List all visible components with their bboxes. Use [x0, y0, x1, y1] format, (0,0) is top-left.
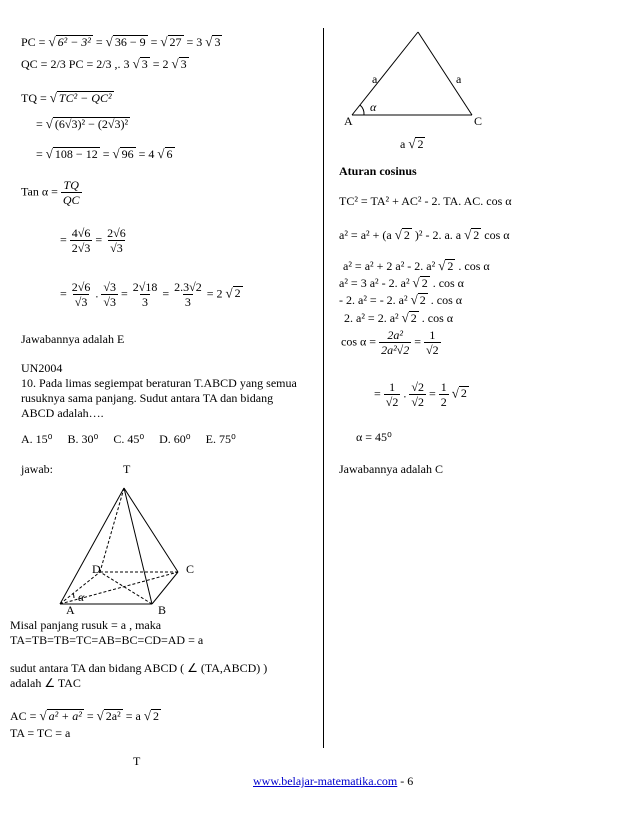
tq3-eq: = [36, 147, 43, 161]
ac-eq: = [86, 709, 94, 723]
f2-d4: 3 [184, 295, 191, 309]
tq-line: TQ = √ TC² − QC² [21, 90, 112, 105]
f2-d2: √3 [103, 295, 116, 309]
cos-line7 [341, 328, 441, 357]
tq2-eq: = [36, 117, 43, 131]
cos7-frac2 [424, 328, 441, 357]
tq3-tail: = 4 [138, 147, 155, 161]
cos7-den2: √2 [426, 343, 439, 357]
f2-n3: 2√18 [132, 280, 158, 294]
cos8-rad: 2 [460, 386, 467, 401]
cos8-d3: 2 [440, 395, 447, 409]
triangle-side-left [352, 32, 418, 115]
pc-rad1: 6² − 3² [57, 35, 91, 49]
cos5-b: . cos α [430, 293, 463, 307]
triangle-label-a-right: a [456, 72, 462, 86]
qc-eq: = 2 [152, 57, 169, 71]
alpha-result: α = 45⁰ [356, 430, 392, 444]
f2-n2: √3 [103, 280, 116, 294]
cos4-a: a² = 3 a² - 2. a² [339, 276, 410, 290]
pyramid-label-a: A [66, 603, 75, 617]
pc-label: PC = [21, 35, 46, 49]
cos4-rad: 2 [421, 276, 428, 290]
cos-line4: a² = 3 a² - 2. a² √ 2 . cos α [339, 275, 464, 290]
cos5-a: - 2. a² = - 2. a² [339, 293, 408, 307]
tq3-rad1: 108 − 12 [54, 147, 98, 161]
cos2-rad2: 2 [473, 228, 480, 242]
tan-num: TQ [63, 178, 79, 192]
f1-den2: √3 [110, 241, 123, 255]
option-c: C. 45⁰ [113, 432, 145, 446]
cos6-b: . cos α [421, 311, 454, 325]
footer-website-link[interactable]: www.belajar-matematika.com [253, 774, 398, 788]
question10-line3: ABCD adalah…. [21, 406, 104, 420]
cos7-label: cos α = [341, 334, 377, 349]
cos8-eq: = [374, 386, 381, 401]
cos8-eq2: = [428, 386, 436, 401]
tan-label: Tan α = [21, 184, 58, 199]
cos8-dot: . [403, 386, 407, 401]
aturan-cosinus-heading: Aturan cosinus [339, 164, 417, 178]
pc-eq2: = [150, 35, 158, 49]
triangle-base-a: a [400, 137, 406, 151]
ac-rad1: a² + a² [48, 709, 82, 723]
f2-eq2: = [120, 286, 128, 301]
qc-rad2: 3 [180, 57, 187, 71]
f1-eq2: = [95, 232, 103, 247]
jawab-label: jawab: [21, 462, 53, 476]
answer-c: Jawabannya adalah C [339, 462, 443, 476]
question10-line1: 10. Pada limas segiempat beraturan T.ABCD yang semua [21, 376, 297, 390]
triangle-angle-arc [360, 105, 364, 115]
option-a: A. 15⁰ [21, 432, 53, 446]
pyramid-label-c: C [186, 562, 195, 576]
tq3-rad3: 6 [166, 147, 173, 161]
cos8-frac2 [409, 380, 426, 409]
cos-line8: = $\frac{1}{√2}$ . $\frac{√2}{√2}$ = $\frac{1}{2}$ √ 2 [374, 380, 467, 409]
answer-e: Jawabannya adalah E [21, 332, 125, 346]
triangle-label-A: A [344, 114, 353, 128]
cos-line2: a² = a² + (a √ 2 )² - 2. a. a √ 2 cos α [339, 227, 510, 242]
sudut-line1: sudut antara TA dan bidang ABCD ( ∠ (TA,ABCD) ) [10, 661, 268, 675]
bottom-label-t: T [133, 754, 141, 768]
f2-rad: 2 [234, 286, 241, 301]
pc-rad3: 27 [169, 35, 182, 49]
pc-eq3: = 3 [186, 35, 203, 49]
pc-rad4: 3 [214, 35, 221, 49]
un2004-label: UN2004 [21, 361, 63, 375]
f1-num2: 2√6 [107, 226, 126, 240]
pyramid-label-b: B [158, 603, 167, 617]
triangle-side-right [418, 32, 472, 115]
qc-rad1: 3 [141, 57, 148, 71]
pc-rad2: 36 − 9 [114, 35, 146, 49]
f1-eq: = [60, 232, 67, 247]
cos3-rad: 2 [447, 259, 454, 273]
question10-line2: rusuknya sama panjang. Sudut antara TA dan bidang [21, 391, 274, 405]
cos-line3: a² = a² + 2 a² - 2. a² √ 2 . cos α [343, 258, 490, 273]
misal-line1: Misal panjang rusuk = a , maka [10, 618, 162, 632]
cos8-n1: 1 [389, 380, 396, 394]
cos8-frac3 [439, 380, 449, 409]
cos7-den: 2a²√2 [381, 343, 410, 357]
ac-label: AC = [10, 709, 37, 723]
option-d: D. 60⁰ [159, 432, 191, 446]
option-b: B. 30⁰ [67, 432, 99, 446]
pyramid-label-alpha: α [78, 590, 85, 604]
cos7-frac1 [379, 328, 411, 357]
cos8-n3: 1 [440, 380, 447, 394]
sudut-line2: adalah ∠ TAC [10, 676, 81, 690]
footer-page-number: - 6 [397, 774, 414, 788]
pc-line: PC = √ 6² − 3² = √ 36 − 9 = √ 27 = 3 √ 3 [21, 34, 221, 49]
triangle-label-alpha: α [370, 100, 377, 114]
tq3-rad2: 96 [121, 147, 134, 161]
tq2-line: = √ (6√3)² − (2√3)² [36, 116, 129, 131]
f2-dot: . [95, 286, 99, 301]
cos5-rad: 2 [419, 293, 426, 307]
triangle-base-rad: 2 [417, 137, 424, 151]
ac-tail: = a [125, 709, 141, 723]
cos-line5: - 2. a² = - 2. a² √ 2 . cos α [339, 292, 463, 307]
f1-den: 2√3 [71, 241, 91, 255]
cos3-b: . cos α [458, 259, 490, 273]
pyramid-label-d: D [92, 562, 101, 576]
misal-line2: TA=TB=TB=TC=AB=BC=CD=AD = a [10, 633, 204, 647]
cos2-rad: 2 [403, 228, 410, 242]
frac2-line: = $\frac{2√6}{√3}$ . $\frac{√3}{√3}$ = $\frac{2√18}{3}$ = $\frac{2.3√2}{3}$ = 2 √ 2 [60, 280, 241, 309]
tq-label: TQ = [21, 91, 47, 105]
footer [253, 774, 413, 789]
cos7-num: 2a² [387, 328, 403, 342]
cosine-rule: TC² = TA² + AC² - 2. TA. AC. cos α [339, 194, 512, 208]
ac-rad3: 2 [152, 709, 159, 723]
cos8-d1: √2 [385, 395, 399, 409]
tq-rad: TC² − QC² [58, 91, 112, 105]
tan-den: QC [62, 193, 80, 207]
f2-d1: √3 [74, 295, 88, 309]
f2-n1: 2√6 [71, 280, 91, 294]
cos4-b: . cos α [432, 276, 464, 290]
pc-eq1: = [95, 35, 103, 49]
cos6-a: 2. a² = 2. a² [344, 311, 399, 325]
tq3-line: = √ 108 − 12 = √ 96 = 4 √ 6 [36, 146, 173, 161]
cos2-c: cos α [484, 228, 510, 242]
qc-line: QC = 2/3 PC = 2/3 ,. 3 √ 3 = 2 √ 3 [21, 56, 187, 71]
cos2-a: a² = a² + (a [339, 228, 392, 242]
cos7-num2: 1 [429, 328, 436, 342]
pyramid-label-t: T [123, 462, 131, 476]
tq3-mid: = [102, 147, 110, 161]
tq2-rad: (6√3)² − (2√3)² [54, 117, 129, 131]
qc-label: QC = 2/3 PC = 2/3 ,. 3 [21, 57, 130, 71]
cos6-rad: 2 [410, 311, 417, 325]
cos8-d2: √2 [411, 395, 424, 409]
f2-eq: = [60, 286, 67, 301]
f2-tail: = 2 [206, 286, 223, 301]
f2-n4: 2.3√2 [174, 280, 202, 294]
cos2-b: )² - 2. a. a [414, 228, 462, 242]
cos7-eq: = [414, 334, 422, 349]
option-e: E. 75⁰ [205, 432, 236, 446]
cos3-a: a² = a² + 2 a² - 2. a² [343, 259, 436, 273]
cos-line6: 2. a² = 2. a² √ 2 . cos α [344, 310, 454, 325]
cos8-n2: √2 [411, 380, 424, 394]
f1-num: 4√6 [71, 226, 91, 240]
triangle-base-label: a √ 2 [400, 136, 424, 151]
cos8-frac1 [384, 380, 401, 409]
triangle-label-C: C [474, 114, 483, 128]
f2-eq3: = [162, 286, 170, 301]
ta-tc-line: TA = TC = a [10, 726, 71, 740]
ac-rad2: 2a² [105, 709, 121, 723]
f2-d3: 3 [142, 295, 149, 309]
ac-line: AC = √ a² + a² = √ 2a² = a √ 2 [10, 708, 159, 723]
triangle-label-a-left: a [372, 72, 378, 86]
